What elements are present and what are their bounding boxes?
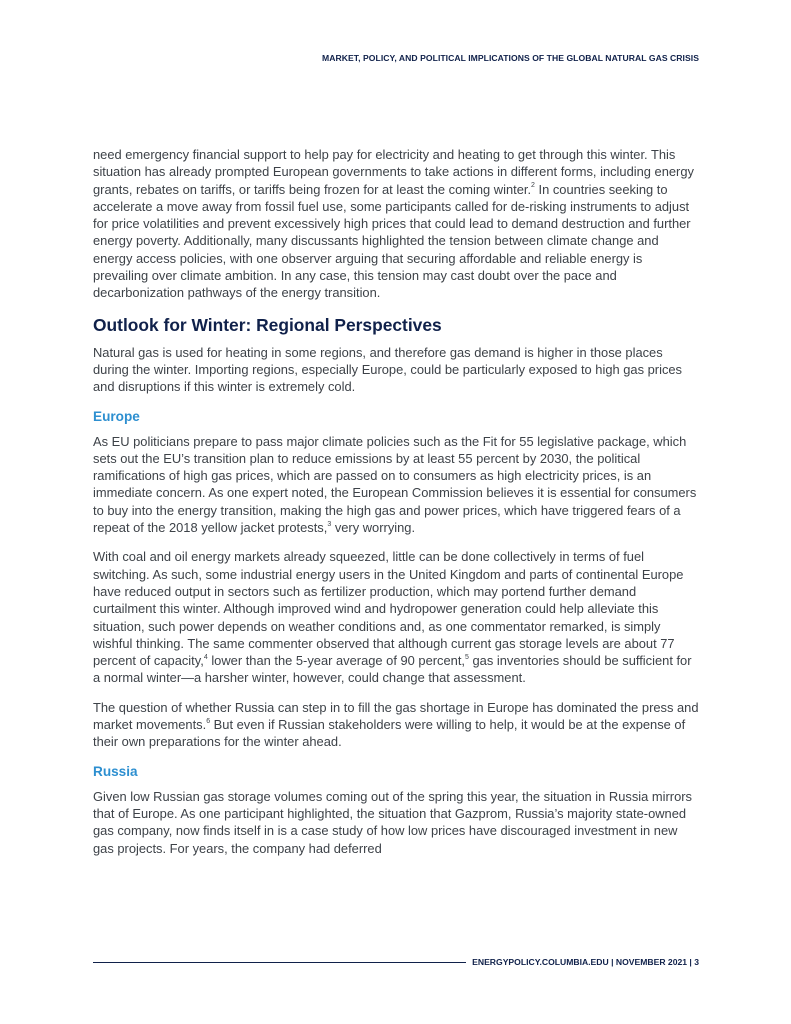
- text-run: With coal and oil energy markets already squeezed, little can be done collectively in terms of fuel switching. As such, some industrial energy users in the United Kingdom and parts of continental Europe have reduced output in sectors such as fertilizer production, which may portend further demand curtailment this winter. Although improved wind and hydropower generation could help alleviate this situation, such power depends on weather conditions and, as one commentator remarked, is simply wishful thinking. The same commenter observed that although current gas storage levels are about 77 percent of capacity,: [93, 549, 684, 669]
- footnote-ref[interactable]: 5: [465, 653, 469, 661]
- text-run: need emergency financial support to help pay for electricity and heating to get through this winter. This situation has already prompted European governments to take actions in different forms, including energy grants, rebates on tariffs, or tariffs being frozen for at least the coming winter.: [93, 147, 694, 197]
- footnote-ref[interactable]: 2: [531, 182, 535, 190]
- text-run: gas inventories should be sufficient for a normal winter—a harsher winter, however, could change that assessment.: [93, 653, 692, 686]
- text-run: As EU politicians prepare to pass major climate policies such as the Fit for 55 legislative package, which sets out the EU’s transition plan to reduce emissions by at least 55 percent by 2030, the political ramifications of high gas prices, which are passed on to consumers as high electricity prices, is an immediate concern. As one expert noted, the European Commission believes it is essential for consumers to buy into the energy transition, making the high gas and power prices, which have triggered fears of a repeat of the 2018 yellow jacket protests,: [93, 433, 697, 536]
- running-head: MARKET, POLICY, AND POLITICAL IMPLICATIONS OF THE GLOBAL NATURAL GAS CRISIS: [322, 53, 699, 63]
- paragraph-europe-2: [93, 548, 699, 686]
- section-heading: Outlook for Winter: Regional Perspectives: [93, 314, 442, 335]
- paragraph-europe-3: [93, 699, 699, 751]
- text-run: very worrying.: [331, 520, 416, 536]
- subheading-russia: Russia: [93, 763, 138, 779]
- subheading-europe: Europe: [93, 408, 140, 424]
- footnote-ref[interactable]: 3: [327, 520, 332, 528]
- page-footer: [93, 956, 699, 968]
- footer-divider: [93, 962, 466, 963]
- paragraph-outlook: Natural gas is used for heating in some regions, and therefore gas demand is higher in those places during the winter. Importing regions, especially Europe, could be particularly exposed to high gas prices and disruptions if this winter is extremely cold.: [93, 344, 683, 395]
- text-run: But even if Russian stakeholders were willing to help, it would be at the expense of their own preparations for the winter ahead.: [93, 717, 686, 750]
- paragraph-europe-1: [93, 433, 699, 537]
- footer-text: ENERGYPOLICY.COLUMBIA.EDU | NOVEMBER 2021 | 3: [472, 957, 699, 967]
- footnote-ref[interactable]: 4: [203, 653, 208, 661]
- paragraph-russia: Given low Russian gas storage volumes coming out of the spring this year, the situation in Russia mirrors that of Europe. As one participant highlighted, the situation that Gazprom, Russia’s majority state-owned gas company, now finds itself in is a case study of how low prices have discouraged investment in new gas projects. For years, the company had deferred: [93, 788, 692, 856]
- main-content: [93, 146, 699, 869]
- text-run: The question of whether Russia can step in to fill the gas shortage in Europe has dominated the press and market movements.: [93, 699, 699, 733]
- paragraph-intro: [93, 146, 699, 302]
- footnote-ref[interactable]: 6: [206, 717, 211, 725]
- text-run: In countries seeking to accelerate a move away from fossil fuel use, some participants called for de-risking instruments to adjust for price volatilities and prevent excessively high prices that could lead to demand destruction and further energy poverty. Additionally, many discussants highlighted the tension between climate change and energy access policies, with one observer arguing that securing affordable and reliable energy is prevailing over climate ambition. In any case, this tension may cast doubt over the pace and decarbonization pathways of the energy transition.: [93, 181, 691, 301]
- text-run: lower than the 5-year average of 90 percent,: [207, 653, 465, 669]
